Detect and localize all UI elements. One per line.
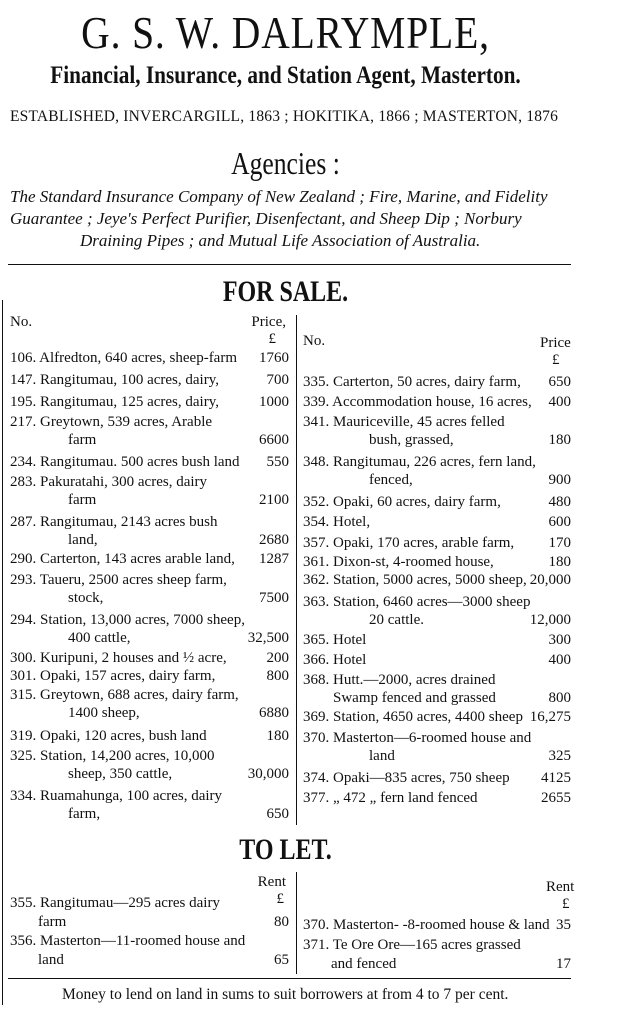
listing-continuation: bush, grassed,: [369, 431, 454, 448]
listing-price: 12,000: [529, 611, 571, 628]
listing-price: 480: [548, 494, 571, 510]
listing-price: 800: [266, 668, 289, 684]
to-let-heading: TO LET.: [239, 833, 332, 866]
column-rule: [296, 315, 297, 825]
listing-price: 650: [266, 805, 289, 822]
currency-label: £: [562, 896, 570, 912]
for-sale-heading: FOR SALE.: [222, 275, 349, 308]
price-label: Price: [540, 335, 571, 351]
listing-line: 374. Opaki—835 acres, 750 sheep: [303, 770, 510, 786]
listing-continuation: farm,: [68, 805, 101, 822]
listing-line: 366. Hotel: [303, 652, 367, 668]
listing-line: 356. Masterton—11-roomed house and: [10, 933, 246, 949]
agencies-heading: Agencies :: [231, 145, 340, 181]
listing-price: 325: [548, 747, 571, 764]
ad-title: G. S. W. DALRYMPLE,: [81, 7, 490, 58]
agencies-text: [10, 186, 630, 252]
listing-price: 400: [548, 394, 571, 410]
listing-line: 371. Te Ore Ore—165 acres grassed: [303, 937, 521, 953]
listing-line: 147. Rangitumau, 100 acres, dairy,: [10, 372, 219, 388]
price-label: Price,: [251, 314, 286, 330]
listing-line: 339. Accommodation house, 16 acres,: [303, 394, 532, 410]
no-label: No.: [10, 314, 33, 330]
currency-label: £: [268, 331, 276, 347]
border-rule: [2, 300, 3, 1005]
established-line: ESTABLISHED, INVERCARGILL, 1863 ; HOKITIKA, 1866 ; MASTERTON, 1876: [10, 108, 559, 125]
listing-price: 1287: [259, 551, 289, 567]
listing-line: 234. Rangitumau. 500 acres bush land: [10, 454, 240, 470]
listing-line: 365. Hotel: [303, 632, 367, 648]
listing-line: 301. Opaki, 157 acres, dairy farm,: [10, 668, 216, 684]
listing-continuation: sheep, 350 cattle,: [68, 765, 173, 782]
listing-price: 4125: [541, 770, 571, 786]
listing-line: 348. Rangitumau, 226 acres, fern land,: [303, 454, 536, 470]
agencies-line: Guarantee ; Jeye's Perfect Purifier, Disenfectant, and Sheep Dip ; Norbury: [10, 209, 522, 228]
ad-subtitle: Financial, Insurance, and Station Agent, Masterton.: [50, 62, 521, 89]
listing-price: 900: [548, 471, 571, 488]
listing-continuation: land: [38, 952, 64, 968]
listing-line: 354. Hotel,: [303, 514, 371, 530]
listing-continuation: stock,: [68, 589, 104, 606]
no-label: No.: [303, 333, 326, 349]
listing-price: 2655: [541, 790, 571, 806]
listing-price: 80: [274, 914, 289, 930]
currency-label: £: [276, 891, 284, 907]
rent-label: Rent: [546, 879, 575, 895]
listing-price: 400: [548, 652, 571, 668]
listing-line: 341. Mauriceville, 45 acres felled: [303, 414, 505, 430]
listing-line: 195. Rangitumau, 125 acres, dairy,: [10, 394, 219, 410]
listing-price: 32,500: [247, 629, 289, 646]
listing-line: 315. Greytown, 688 acres, dairy farm,: [10, 687, 239, 703]
listing-line: 300. Kuripuni, 2 houses and ½ acre,: [10, 650, 227, 666]
listing-line: 334. Ruamahunga, 100 acres, dairy: [10, 788, 223, 804]
listing-continuation: farm: [68, 491, 97, 508]
listing-continuation: Swamp fenced and grassed: [333, 689, 496, 706]
divider-rule: [8, 978, 571, 979]
rent-label: Rent: [257, 874, 286, 890]
divider-rule: [8, 264, 571, 265]
listing-price: 1760: [259, 350, 289, 366]
listing-line: 362. Station, 5000 acres, 5000 sheep,: [303, 572, 527, 588]
listing-line: 283. Pakuratahi, 300 acres, dairy: [10, 474, 208, 490]
listing-continuation: 20 cattle.: [369, 611, 424, 628]
footer-note: Money to lend on land in sums to suit borrowers at from 4 to 7 per cent.: [62, 986, 509, 1003]
listing-line: 106. Alfredton, 640 acres, sheep-farm: [10, 350, 238, 366]
listing-price: 170: [548, 535, 571, 551]
listing-price: 180: [266, 728, 289, 744]
listing-price: 300: [548, 632, 571, 648]
agencies-line: Draining Pipes ; and Mutual Life Association of Australia.: [80, 231, 481, 250]
listing-price: 2680: [259, 531, 289, 548]
listing-line: 361. Dixon-st, 4-roomed house,: [303, 554, 494, 570]
listing-continuation: 400 cattle,: [68, 629, 131, 646]
listing-continuation: fenced,: [369, 471, 413, 488]
listing-price: 17: [556, 956, 571, 972]
listing-line: 287. Rangitumau, 2143 acres bush: [10, 514, 218, 530]
listing-price: 800: [548, 689, 571, 706]
listing-line: 370. Masterton—6-roomed house and: [303, 730, 532, 746]
listing-line: 377. „ 472 „ fern land fenced: [303, 790, 478, 806]
listing-line: 357. Opaki, 170 acres, arable farm,: [303, 535, 515, 551]
listing-price: 1000: [259, 394, 289, 410]
listing-price: 600: [548, 514, 571, 530]
listing-continuation: farm: [68, 431, 97, 448]
listing-continuation: and fenced: [331, 956, 397, 972]
listing-price: 650: [548, 374, 571, 390]
listing-price: 6880: [259, 704, 289, 721]
listing-line: 335. Carterton, 50 acres, dairy farm,: [303, 374, 521, 390]
listing-continuation: land,: [68, 531, 98, 548]
listing-price: 30,000: [247, 765, 289, 782]
listing-line: 370. Masterton- -8-roomed house & land: [303, 917, 550, 933]
listing-line: 293. Taueru, 2500 acres sheep farm,: [10, 572, 227, 588]
listing-line: 355. Rangitumau—295 acres dairy: [10, 895, 220, 911]
listing-price: 180: [548, 431, 571, 448]
listing-price: 16,275: [529, 709, 571, 725]
listing-line: 294. Station, 13,000 acres, 7000 sheep,: [10, 612, 245, 628]
listing-price: 200: [266, 650, 289, 666]
listing-price: 550: [266, 454, 289, 470]
listing-line: 290. Carterton, 143 acres arable land,: [10, 551, 235, 567]
listing-price: 65: [274, 952, 289, 968]
listing-price: 180: [548, 554, 571, 570]
currency-label: £: [552, 352, 560, 368]
listing-line: 352. Opaki, 60 acres, dairy farm,: [303, 494, 501, 510]
listing-continuation: land: [369, 747, 395, 764]
listing-price: 35: [556, 917, 571, 933]
listing-price: 6600: [259, 431, 289, 448]
listing-price: 7500: [259, 589, 289, 606]
listing-line: 369. Station, 4650 acres, 4400 sheep: [303, 709, 523, 725]
listing-line: 217. Greytown, 539 acres, Arable: [10, 414, 213, 430]
listing-line: 368. Hutt.—2000, acres drained: [303, 672, 496, 688]
listing-price: 700: [266, 372, 289, 388]
column-rule: [296, 872, 297, 974]
listing-price: 2100: [259, 491, 289, 508]
listing-line: 363. Station, 6460 acres—3000 sheep: [303, 594, 531, 610]
agencies-line: The Standard Insurance Company of New Zealand ; Fire, Marine, and Fidelity: [10, 187, 548, 206]
listing-price: 20,000: [529, 572, 571, 588]
listing-continuation: 1400 sheep,: [68, 704, 140, 721]
listing-line: 325. Station, 14,200 acres, 10,000: [10, 748, 215, 764]
listing-line: 319. Opaki, 120 acres, bush land: [10, 728, 207, 744]
listing-continuation: farm: [38, 914, 67, 930]
